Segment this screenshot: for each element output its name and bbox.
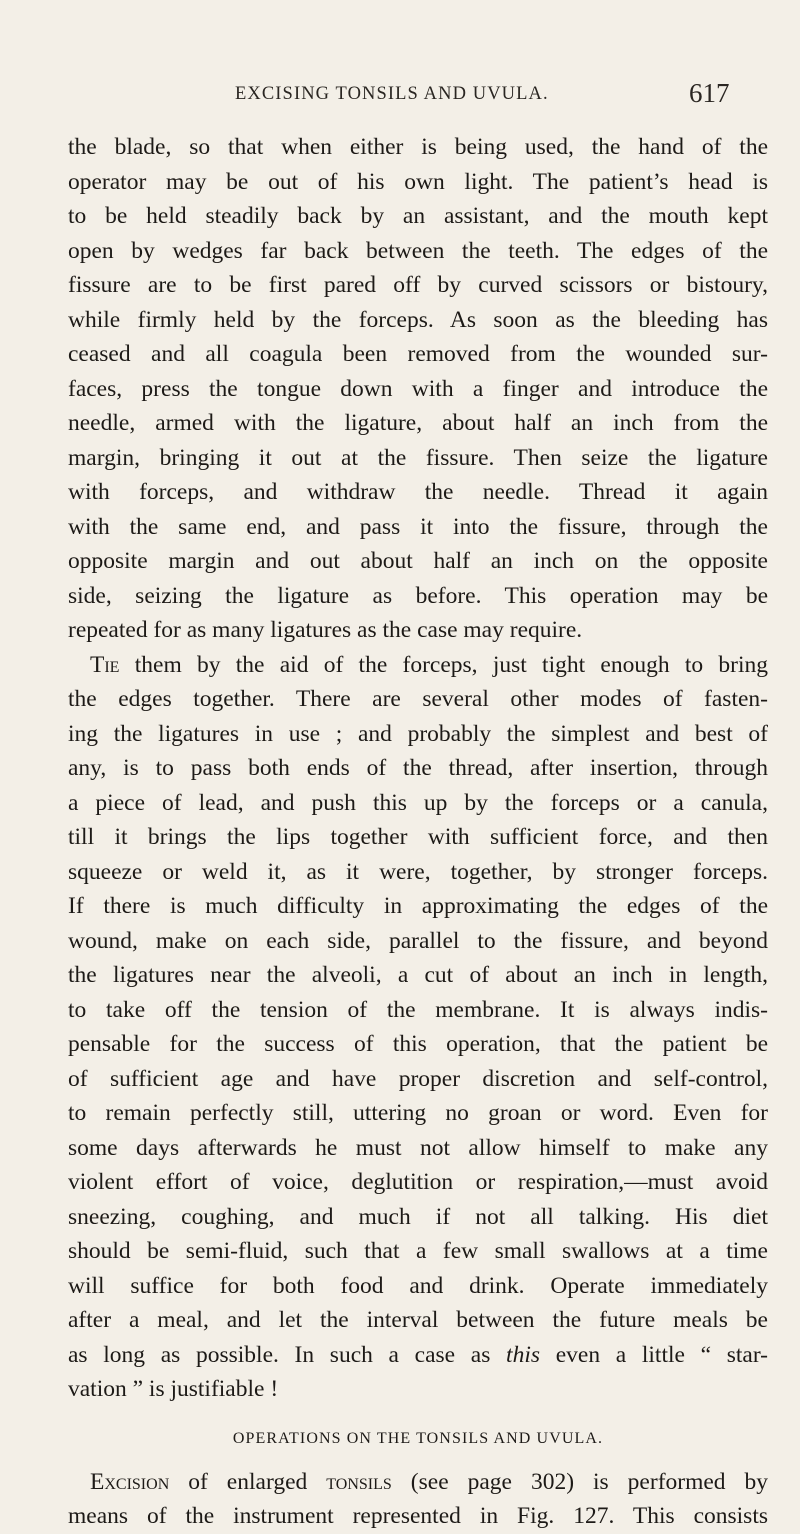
text-line: margin, bringing it out at the fissure. Then seize the ligature (68, 444, 768, 471)
small-caps-lead: Tie (90, 651, 120, 678)
running-title: EXCISING TONSILS AND UVULA. (235, 84, 549, 104)
text-line (68, 1465, 768, 1500)
text-line: a piece of lead, and push this up by the forceps or a canula, (68, 789, 768, 816)
text-line: any, is to pass both ends of the thread, after insertion, through (68, 755, 768, 781)
line-text: them by the aid of the forceps, just tight enough to bring (134, 651, 768, 678)
line-text: of enlarged (188, 1468, 308, 1495)
text-line: ceased and all coagula been removed from the wounded sur- (68, 341, 768, 367)
text-line: the blade, so that when either is being used, the hand of the (68, 134, 768, 160)
text-line: till it brings the lips together with sufficient force, and then (68, 824, 768, 850)
text-line: squeeze or weld it, as it were, together, by stronger forceps. (68, 858, 768, 885)
text-line: the ligatures near the alveoli, a cut of about an inch in length, (68, 962, 768, 988)
text-line: needle, armed with the ligature, about half an inch from the (68, 410, 768, 436)
text-line: should be semi-fluid, such that a few small swallows at a time (68, 1238, 768, 1264)
text-line: repeated for as many ligatures as the case may require. (68, 617, 583, 643)
text-line: violent effort of voice, deglutition or respiration,—must avoid (68, 1169, 768, 1195)
text-line: the edges together. There are several other modes of fasten- (68, 686, 768, 712)
text-line: with forceps, and withdraw the needle. Thread it again (68, 479, 768, 505)
page-number: 617 (689, 78, 730, 108)
text-line: to be held steadily back by an assistant, and the mouth kept (68, 203, 768, 229)
text-line: will suffice for both food and drink. Operate immediately (68, 1272, 768, 1299)
body-text (68, 130, 768, 1534)
text-line: some days afterwards he must not allow himself to make any (68, 1134, 768, 1161)
text-line: while firmly held by the forceps. As soon as the bleeding has (68, 306, 768, 333)
section-heading: OPERATIONS ON THE TONSILS AND UVULA. (232, 1429, 604, 1447)
line-text: even a little “ star- (555, 1341, 769, 1368)
paragraph-2 (68, 648, 768, 1407)
text-line: pensable for the success of this operation, that the patient be (68, 1031, 768, 1057)
text-line: open by wedges far back between the teeth. The edges of the (68, 237, 768, 264)
small-caps-lead: Excision (90, 1468, 170, 1495)
paragraph-3 (68, 1465, 768, 1534)
text-line: faces, press the tongue down with a finger and introduce the (68, 375, 768, 402)
text-line: opposite margin and out about half an inch on the opposite (68, 548, 768, 574)
text-line: fissure are to be first pared off by curved scissors or bistoury, (68, 272, 768, 298)
text-line: to remain perfectly still, uttering no groan or word. Even for (68, 1100, 768, 1126)
text-line: sneezing, coughing, and much if not all talking. His diet (68, 1203, 768, 1230)
text-line: ing the ligatures in use ; and probably the simplest and best of (68, 720, 768, 747)
text-line: operator may be out of his own light. The patient’s head is (68, 168, 768, 195)
running-head (0, 78, 800, 114)
text-line: If there is much difficulty in approximating the edges of the (68, 893, 768, 919)
text-line: with the same end, and pass it into the fissure, through the (68, 513, 768, 540)
small-caps-term: tonsils (326, 1468, 392, 1495)
text-line: of sufficient age and have proper discretion and self-control, (68, 1065, 768, 1092)
italic-word: this (506, 1341, 541, 1368)
text-line (68, 648, 768, 683)
line-text: as long as possible. In such a case as (68, 1341, 491, 1368)
text-line: vation ” is justifiable ! (68, 1376, 279, 1402)
text-line: after a meal, and let the interval between the future meals be (68, 1307, 768, 1333)
line-text: (see page 302) is performed by (410, 1468, 769, 1495)
text-line: wound, make on each side, parallel to the fissure, and beyond (68, 927, 768, 954)
text-line: to take off the tension of the membrane. It is always indis- (68, 996, 768, 1023)
text-line: side, seizing the ligature as before. This operation may be (68, 582, 768, 609)
paragraph-1 (68, 130, 768, 648)
text-line: means of the instrument represented in Fig. 127. This consists (68, 1503, 768, 1529)
